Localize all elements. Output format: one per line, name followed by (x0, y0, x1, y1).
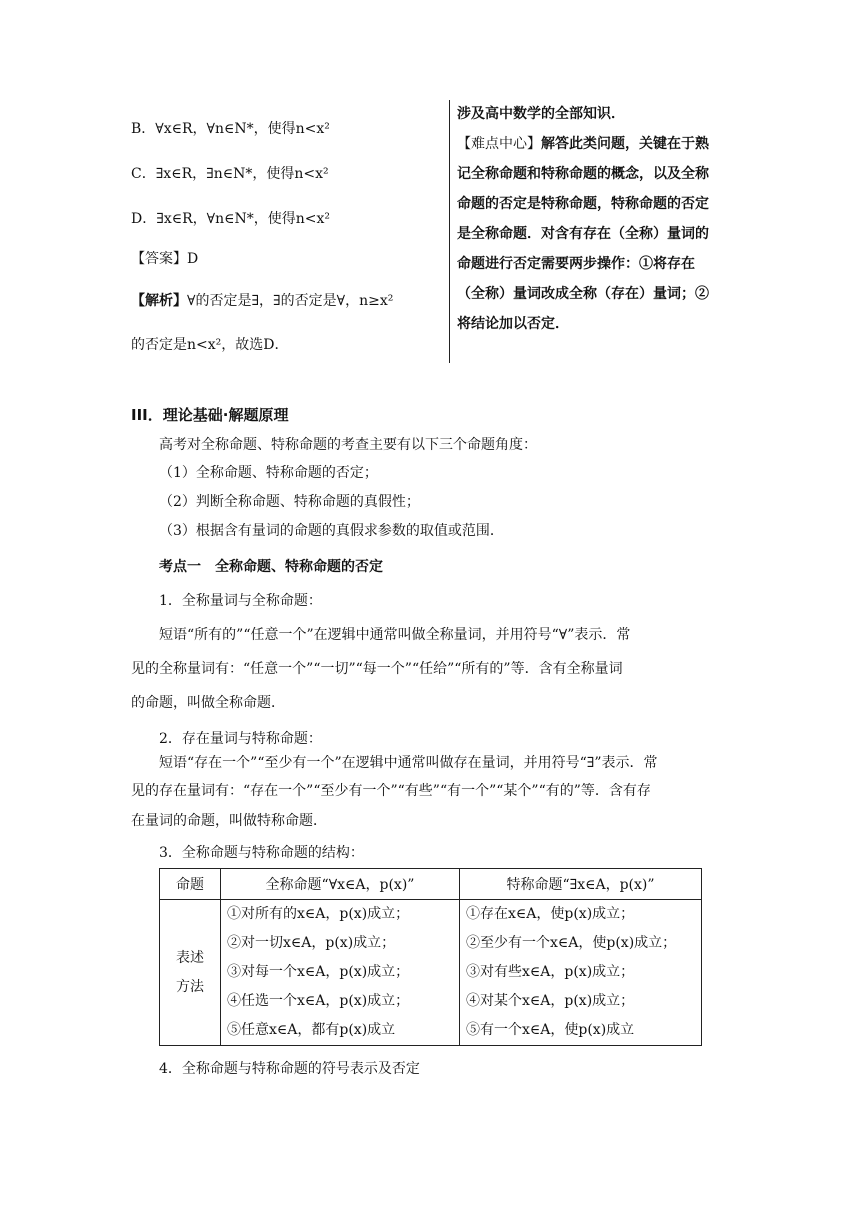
answer-line (131, 248, 198, 268)
universal-item: ④任选一个x∈A，p(x)成立； (227, 993, 410, 1009)
note-line-8: 将结论加以否定． (457, 316, 569, 332)
p1-line-1: 短语“所有的”“任意一个”在逻辑中通常叫做全称量词，并用符号“∀”表示．常 (159, 627, 631, 643)
option-c: C．∃x∈R，∃n∈N*，使得n<x² (131, 166, 329, 182)
option-d: D．∃x∈R，∀n∈N*，使得n<x² (131, 211, 330, 227)
header-proposition: 命题 (160, 869, 221, 900)
note-line-2 (457, 133, 709, 153)
note-line-3: 记全称命题和特称命题的概念，以及全称 (457, 166, 709, 182)
p2-line-1: 短语“存在一个”“至少有一个”在逻辑中通常叫做存在量词，并用符号“∃”表示．常 (159, 755, 658, 771)
header-universal: 全称命题“∀x∈A，p(x)” (221, 869, 460, 900)
note-line-1: 涉及高中数学的全部知识． (457, 106, 625, 122)
analysis-line-1 (131, 290, 393, 310)
existential-cell (460, 900, 702, 1046)
header-existential: 特称命题“∃x∈A，p(x)” (460, 869, 702, 900)
section-intro: 高考对全称命题、特称命题的考查主要有以下三个命题角度： (159, 437, 537, 453)
angle-1: （1）全称命题、特称命题的否定； (159, 465, 378, 481)
existential-item: ④对某个x∈A，p(x)成立； (466, 993, 635, 1009)
note-tag: 【难点中心】 (457, 136, 541, 152)
p1-title: 1．全称量词与全称命题： (159, 593, 322, 609)
answer-value: D (187, 251, 199, 267)
table-header-row (160, 869, 702, 900)
universal-item: ③对每一个x∈A，p(x)成立； (227, 964, 410, 980)
table-row (160, 900, 702, 1046)
section-title: III．理论基础·解题原理 (131, 406, 289, 424)
note-line-5: 是全称命题．对含有存在（全称）量词的 (457, 226, 709, 242)
p1-line-2: 见的全称量词有：“任意一个”“一切”“每一个”“任给”“所有的”等．含有全称量词 (131, 661, 623, 677)
existential-item: ①存在x∈A，使p(x)成立； (466, 906, 635, 922)
existential-item: ③对有些x∈A，p(x)成立； (466, 964, 635, 980)
p3-title: 3．全称命题与特称命题的结构： (159, 845, 364, 861)
p4-title: 4．全称命题与特称命题的符号表示及否定 (159, 1061, 420, 1077)
row-label-2: 方法 (176, 978, 204, 995)
kaodian-heading: 考点一 全称命题、特称命题的否定 (159, 559, 383, 575)
answer-label: 【答案】 (131, 251, 187, 267)
existential-item: ②至少有一个x∈A，使p(x)成立； (466, 935, 677, 951)
p2-line-2: 见的存在量词有：“存在一个”“至少有一个”“有些”“有一个”“某个”“有的”等．含有存 (131, 783, 651, 799)
universal-item: ⑤任意x∈A，都有p(x)成立 (227, 1022, 396, 1038)
angle-3: （3）根据含有量词的命题的真假求参数的取值或范围． (159, 523, 504, 539)
note-line-6: 命题进行否定需要两步操作：①将存在 (457, 256, 695, 272)
universal-cell (221, 900, 460, 1046)
row-label (160, 900, 221, 1046)
p2-title: 2．存在量词与特称命题： (159, 731, 322, 747)
analysis-label: 【解析】 (131, 293, 187, 309)
note-line-2-rest: 解答此类问题，关键在于熟 (541, 136, 709, 152)
row-label-1: 表述 (176, 949, 204, 966)
structure-table (159, 868, 702, 1046)
column-divider (449, 100, 450, 363)
analysis-text-1: ∀的否定是∃，∃的否定是∀，n≥x² (187, 293, 394, 309)
p2-line-3: 在量词的命题，叫做特称命题． (131, 813, 327, 829)
p1-line-3: 的命题，叫做全称命题． (131, 695, 285, 711)
analysis-line-2: 的否定是n<x²，故选D． (131, 337, 289, 353)
option-b: B．∀x∈R，∀n∈N*，使得n<x² (131, 121, 330, 137)
universal-item: ①对所有的x∈A，p(x)成立； (227, 906, 410, 922)
universal-item: ②对一切x∈A，p(x)成立； (227, 935, 396, 951)
existential-item: ⑤有一个x∈A，使p(x)成立 (466, 1022, 635, 1038)
note-line-7: （全称）量词改成全称（存在）量词；② (457, 286, 709, 302)
angle-2: （2）判断全称命题、特称命题的真假性； (159, 494, 420, 510)
note-line-4: 命题的否定是特称命题，特称命题的否定 (457, 196, 709, 212)
